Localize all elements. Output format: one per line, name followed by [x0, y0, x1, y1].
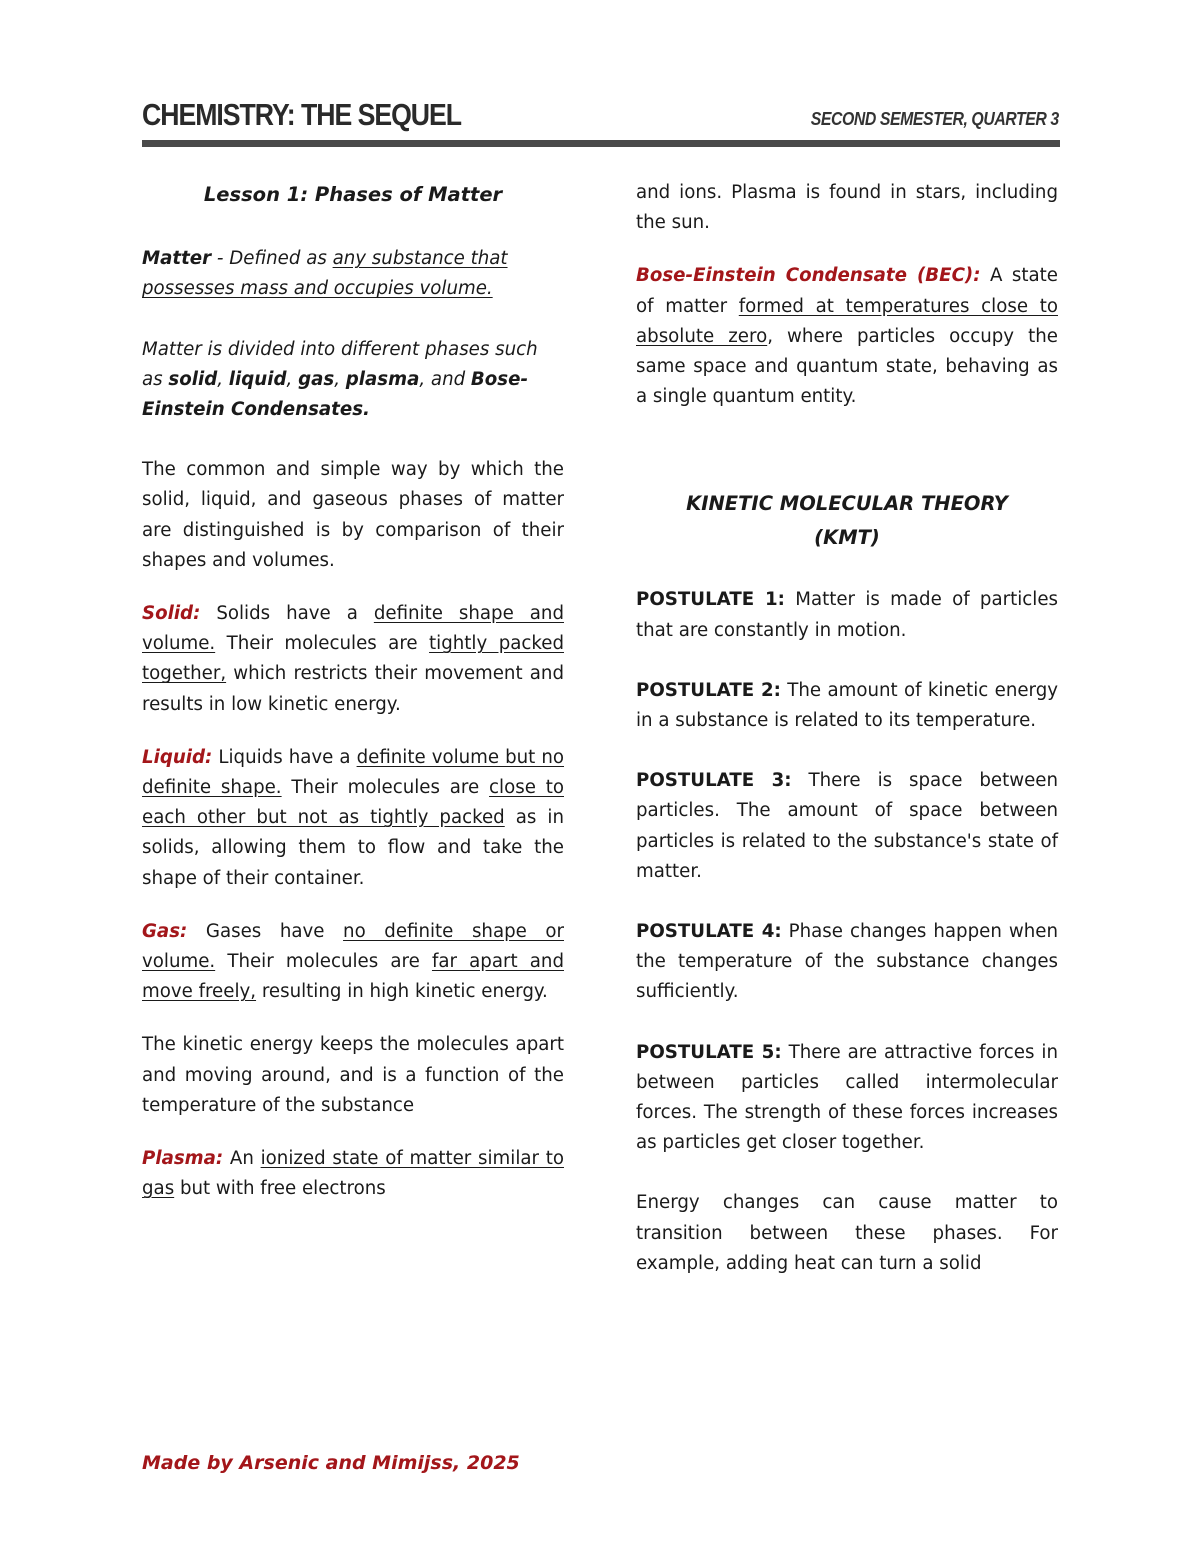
postulate-1 — [636, 585, 1058, 645]
postulate-2 — [636, 676, 1058, 736]
postulate-text: Matter is made of particles that are constantly in motion. — [636, 589, 1058, 641]
liquid-text: Liquids have a — [212, 746, 357, 768]
bec-term: Bose-Einstein Condensate (BEC): — [636, 265, 981, 287]
kmt-title-line: KINETIC MOLECULAR THEORY — [686, 492, 1008, 516]
left-column — [142, 178, 564, 1204]
liquid-paragraph — [142, 743, 564, 894]
phase-liquid: liquid — [228, 368, 287, 390]
matter-def-underlined: any substance that possesses mass and occupies volume. — [142, 248, 508, 300]
solid-term: Solid: — [142, 603, 201, 625]
matter-definition — [142, 244, 564, 304]
kmt-heading — [636, 487, 1058, 555]
document-subtitle: SECOND SEMESTER, QUARTER 3 — [811, 109, 1059, 129]
phase-solid: solid — [168, 368, 218, 390]
gas-term: Gas: — [142, 920, 188, 942]
right-column — [636, 178, 1058, 1279]
phases-comma: , — [217, 368, 229, 390]
postulate-text: Phase changes happen when the temperature of the substance changes sufficiently. — [636, 921, 1058, 1003]
liquid-text: as in solids, allowing them to flow and take the shape of their container. — [142, 807, 565, 889]
plasma-text: but with free electrons — [174, 1178, 386, 1200]
solid-underlined: tightly packed together, — [142, 633, 564, 685]
gas-underlined: no definite shape or volume. — [142, 920, 564, 973]
liquid-underlined: definite volume but no definite shape. — [142, 746, 565, 799]
bec-paragraph — [636, 261, 1058, 412]
phase-bec: Bose-Einstein Condensates. — [142, 368, 528, 421]
postulate-label: POSTULATE 1: — [636, 589, 785, 611]
lesson-title: Lesson 1: Phases of Matter — [203, 183, 503, 206]
postulate-label: POSTULATE 5: — [636, 1041, 782, 1063]
gas-underlined: far apart and move freely, — [142, 951, 564, 1003]
plasma-continued: and ions. Plasma is found in stars, including the sun. — [636, 182, 1058, 234]
plasma-underlined: ionized state of matter similar to gas — [142, 1148, 564, 1200]
postulate-label: POSTULATE 3: — [636, 770, 792, 792]
liquid-underlined: close to each other but not as tightly packed — [142, 777, 564, 829]
gas-paragraph — [142, 917, 564, 1008]
solid-paragraph — [142, 599, 564, 720]
solid-text: Their molecules are — [215, 633, 430, 655]
solid-underlined: definite shape and volume. — [142, 603, 564, 655]
phase-plasma: plasma — [345, 368, 420, 390]
bec-text: A state of matter — [636, 265, 1058, 317]
phases-intro — [142, 335, 564, 426]
phase-gas: gas — [298, 368, 335, 390]
phases-comma: , — [286, 368, 299, 390]
liquid-term: Liquid: — [142, 746, 213, 768]
common-paragraph: The common and simple way by which the solid, liquid, and gaseous phases of matter are distinguished is by comparison of their shapes and volumes. — [142, 459, 564, 571]
phases-and: , and — [419, 368, 471, 390]
solid-text: which restricts their movement and results in low kinetic energy. — [142, 663, 564, 715]
energy-paragraph: Energy changes can cause matter to transition between these phases. For example, adding heat can turn a solid — [636, 1192, 1058, 1274]
postulate-text: There is space between particles. The amount of space between particles is related to the substance's state of matter. — [636, 770, 1058, 882]
kinetic-paragraph: The kinetic energy keeps the molecules apart and moving around, and is a function of the temperature of the substance — [142, 1034, 564, 1116]
bec-underlined: formed at temperatures close to absolute zero — [636, 295, 1058, 347]
matter-term: Matter — [142, 248, 212, 270]
solid-text: Solids have a — [200, 603, 374, 625]
postulate-text: The amount of kinetic energy in a substance is related to its temperature. — [636, 679, 1058, 732]
footer-credit: Made by Arsenic and Mimijss, 2025 — [142, 1452, 520, 1474]
liquid-text: Their molecules are — [281, 777, 490, 799]
postulate-label: POSTULATE 4: — [636, 921, 782, 943]
plasma-paragraph — [142, 1144, 564, 1204]
postulate-label: POSTULATE 2: — [636, 679, 781, 701]
postulate-5 — [636, 1038, 1058, 1159]
gas-text: Gases have — [187, 920, 344, 942]
plasma-text: An — [223, 1148, 261, 1170]
postulate-3 — [636, 766, 1058, 887]
gas-text: Their molecules are — [215, 951, 432, 973]
phases-text: Matter is divided into different phases such as — [142, 338, 538, 390]
postulate-text: There are attractive forces in between particles called intermolecular forces. The strength of these forces increases as particles get closer together. — [636, 1041, 1058, 1154]
bec-text: , where particles occupy the same space and quantum state, behaving as a single quantum entity. — [636, 325, 1058, 408]
postulate-4 — [636, 917, 1058, 1008]
matter-def-text: - Defined as — [211, 248, 333, 270]
phases-comma: , — [334, 368, 346, 390]
gas-text: resulting in high kinetic energy. — [256, 981, 548, 1003]
header-divider — [142, 140, 1060, 147]
document-title: CHEMISTRY: THE SEQUEL — [142, 97, 462, 132]
plasma-term: Plasma: — [142, 1148, 224, 1170]
kmt-title-line: (KMT) — [814, 526, 880, 550]
